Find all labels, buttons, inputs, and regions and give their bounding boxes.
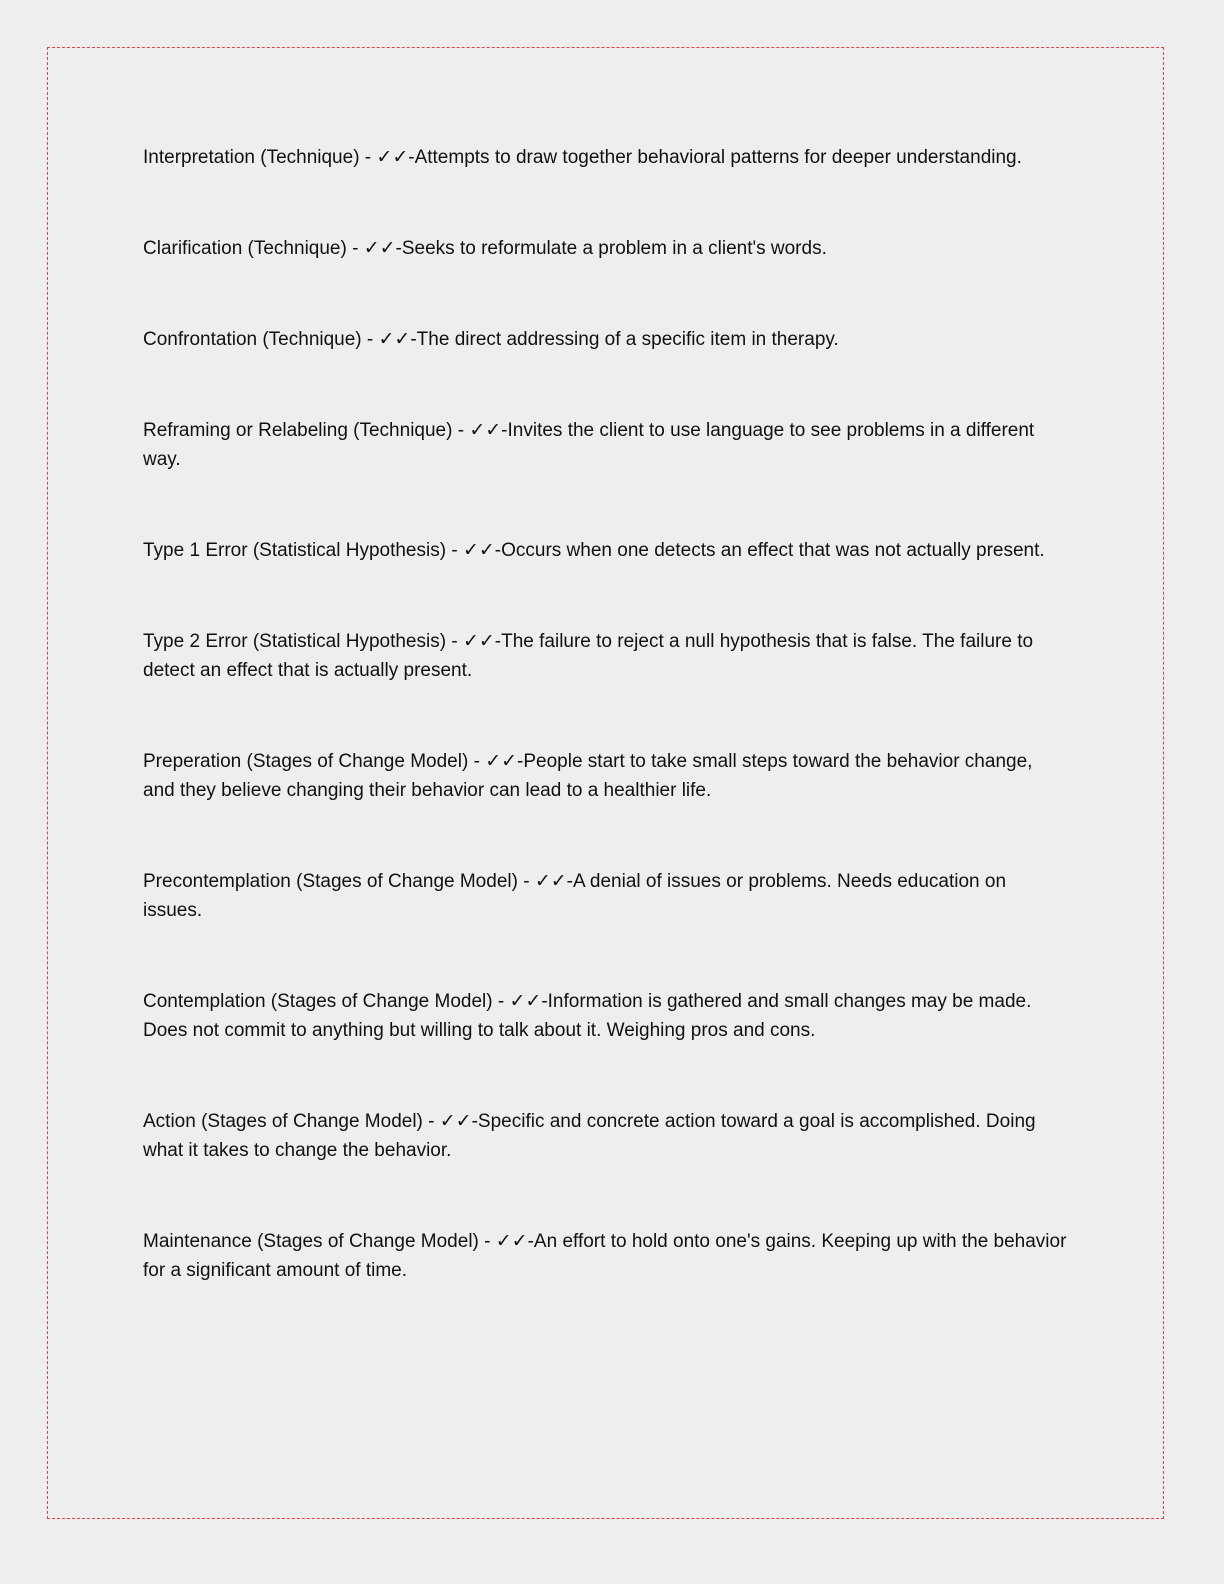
- flashcard-entry: [143, 1227, 1068, 1285]
- entry-term: Confrontation (Technique) -: [143, 329, 379, 350]
- flashcard-entry: [143, 1107, 1068, 1165]
- entry-definition: -Attempts to draw together behavioral patterns for deeper understanding.: [408, 147, 1022, 168]
- entry-term: Action (Stages of Change Model) -: [143, 1111, 440, 1132]
- flashcard-entry: [143, 867, 1068, 925]
- entry-term: Clarification (Technique) -: [143, 238, 364, 259]
- flashcard-entry: [143, 747, 1068, 805]
- flashcard-entry: [143, 536, 1068, 565]
- double-check-icon: ✓✓: [485, 750, 518, 772]
- entry-definition: -A denial of issues or problems. Needs education on issues.: [143, 871, 1007, 921]
- entry-term: Maintenance (Stages of Change Model) -: [143, 1231, 496, 1252]
- double-check-icon: ✓✓: [534, 870, 567, 892]
- double-check-icon: ✓✓: [469, 419, 502, 441]
- entry-definition: -Information is gathered and small changes may be made. Does not commit to anything but willing to talk about it. Weighing pros and cons.: [143, 991, 1032, 1041]
- entry-definition: -Specific and concrete action toward a goal is accomplished. Doing what it takes to change the behavior.: [143, 1111, 1036, 1161]
- entry-term: Contemplation (Stages of Change Model) -: [143, 991, 510, 1012]
- double-check-icon: ✓✓: [462, 630, 495, 652]
- entry-definition: -The failure to reject a null hypothesis that is false. The failure to detect an effect that is actually present.: [143, 631, 1034, 681]
- entry-term: Type 2 Error (Statistical Hypothesis) -: [143, 631, 463, 652]
- double-check-icon: ✓✓: [462, 539, 495, 561]
- double-check-icon: ✓✓: [439, 1110, 472, 1132]
- flashcard-entry: [143, 416, 1068, 474]
- flashcard-entry: [143, 143, 1068, 172]
- entry-definition: -An effort to hold onto one's gains. Keeping up with the behavior for a significant amount of time.: [143, 1231, 1067, 1281]
- entry-definition: -The direct addressing of a specific item in therapy.: [410, 329, 839, 350]
- entry-definition: -Seeks to reformulate a problem in a client's words.: [395, 238, 827, 259]
- entry-term: Precontemplation (Stages of Change Model) -: [143, 871, 535, 892]
- flashcard-entry: [143, 325, 1068, 354]
- double-check-icon: ✓✓: [363, 237, 396, 259]
- entry-definition: -Occurs when one detects an effect that was not actually present.: [494, 540, 1045, 561]
- entry-definition: -People start to take small steps toward the behavior change, and they believe changing their behavior can lead to a healthier life.: [143, 751, 1033, 801]
- entry-term: Preperation (Stages of Change Model) -: [143, 751, 486, 772]
- double-check-icon: ✓✓: [378, 328, 411, 350]
- entry-term: Type 1 Error (Statistical Hypothesis) -: [143, 540, 463, 561]
- double-check-icon: ✓✓: [509, 990, 542, 1012]
- flashcard-list: [143, 143, 1068, 1285]
- double-check-icon: ✓✓: [495, 1230, 528, 1252]
- flashcard-entry: [143, 627, 1068, 685]
- entry-term: Reframing or Relabeling (Technique) -: [143, 420, 470, 441]
- entry-definition: -Invites the client to use language to see problems in a different way.: [143, 420, 1035, 470]
- double-check-icon: ✓✓: [376, 146, 409, 168]
- entry-term: Interpretation (Technique) -: [143, 147, 377, 168]
- flashcard-entry: [143, 987, 1068, 1045]
- flashcard-entry: [143, 234, 1068, 263]
